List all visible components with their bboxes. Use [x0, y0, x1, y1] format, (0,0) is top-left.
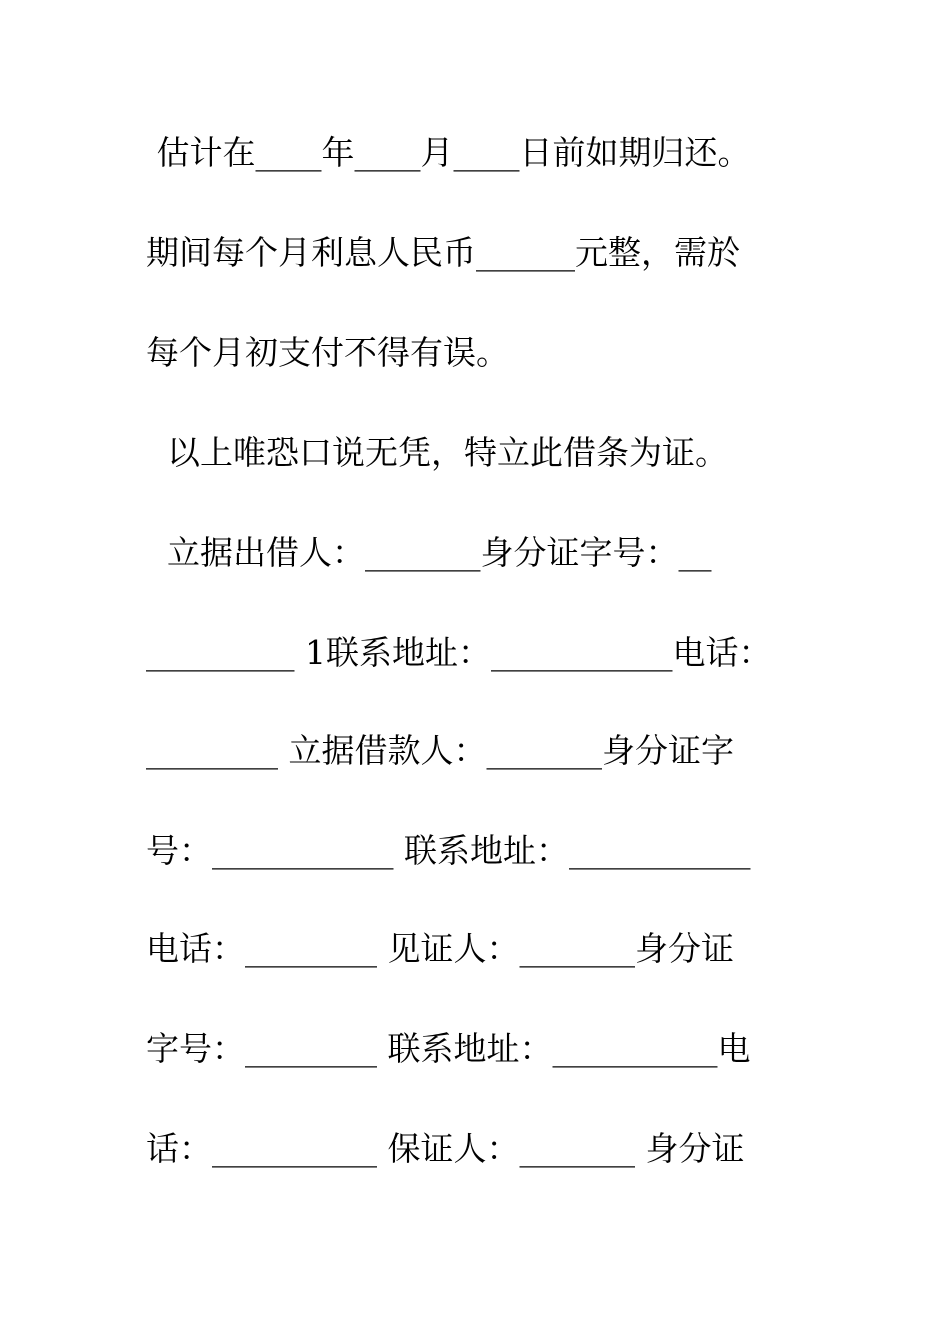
text-line-payment-terms: 每个月初支付不得有误。 — [146, 333, 509, 372]
text-line-proof-statement: 以上唯恐口说无凭，特立此借条为证。 — [146, 433, 728, 472]
text-line-repayment-date: 估计在____年____月____日前如期归还。 — [146, 133, 751, 172]
text-line-borrower-contact: 号：___________ 联系地址：___________ — [146, 831, 751, 870]
text-line-guarantor: 话：__________ 保证人：_______ 身分证 — [146, 1129, 745, 1168]
text-line-monthly-interest: 期间每个月利息人民币______元整，需於 — [146, 233, 740, 272]
text-line-witness: 电话：________ 见证人：_______身分证 — [146, 929, 734, 968]
text-line-witness-contact: 字号：________ 联系地址：__________电 — [146, 1029, 751, 1068]
text-line-lender-contact: _________ 1联系地址：___________电话： — [146, 633, 772, 672]
text-line-lender: 立据出借人：_______身分证字号：__ — [146, 533, 712, 572]
text-line-borrower: ________ 立据借款人：_______身分证字 — [146, 731, 734, 770]
